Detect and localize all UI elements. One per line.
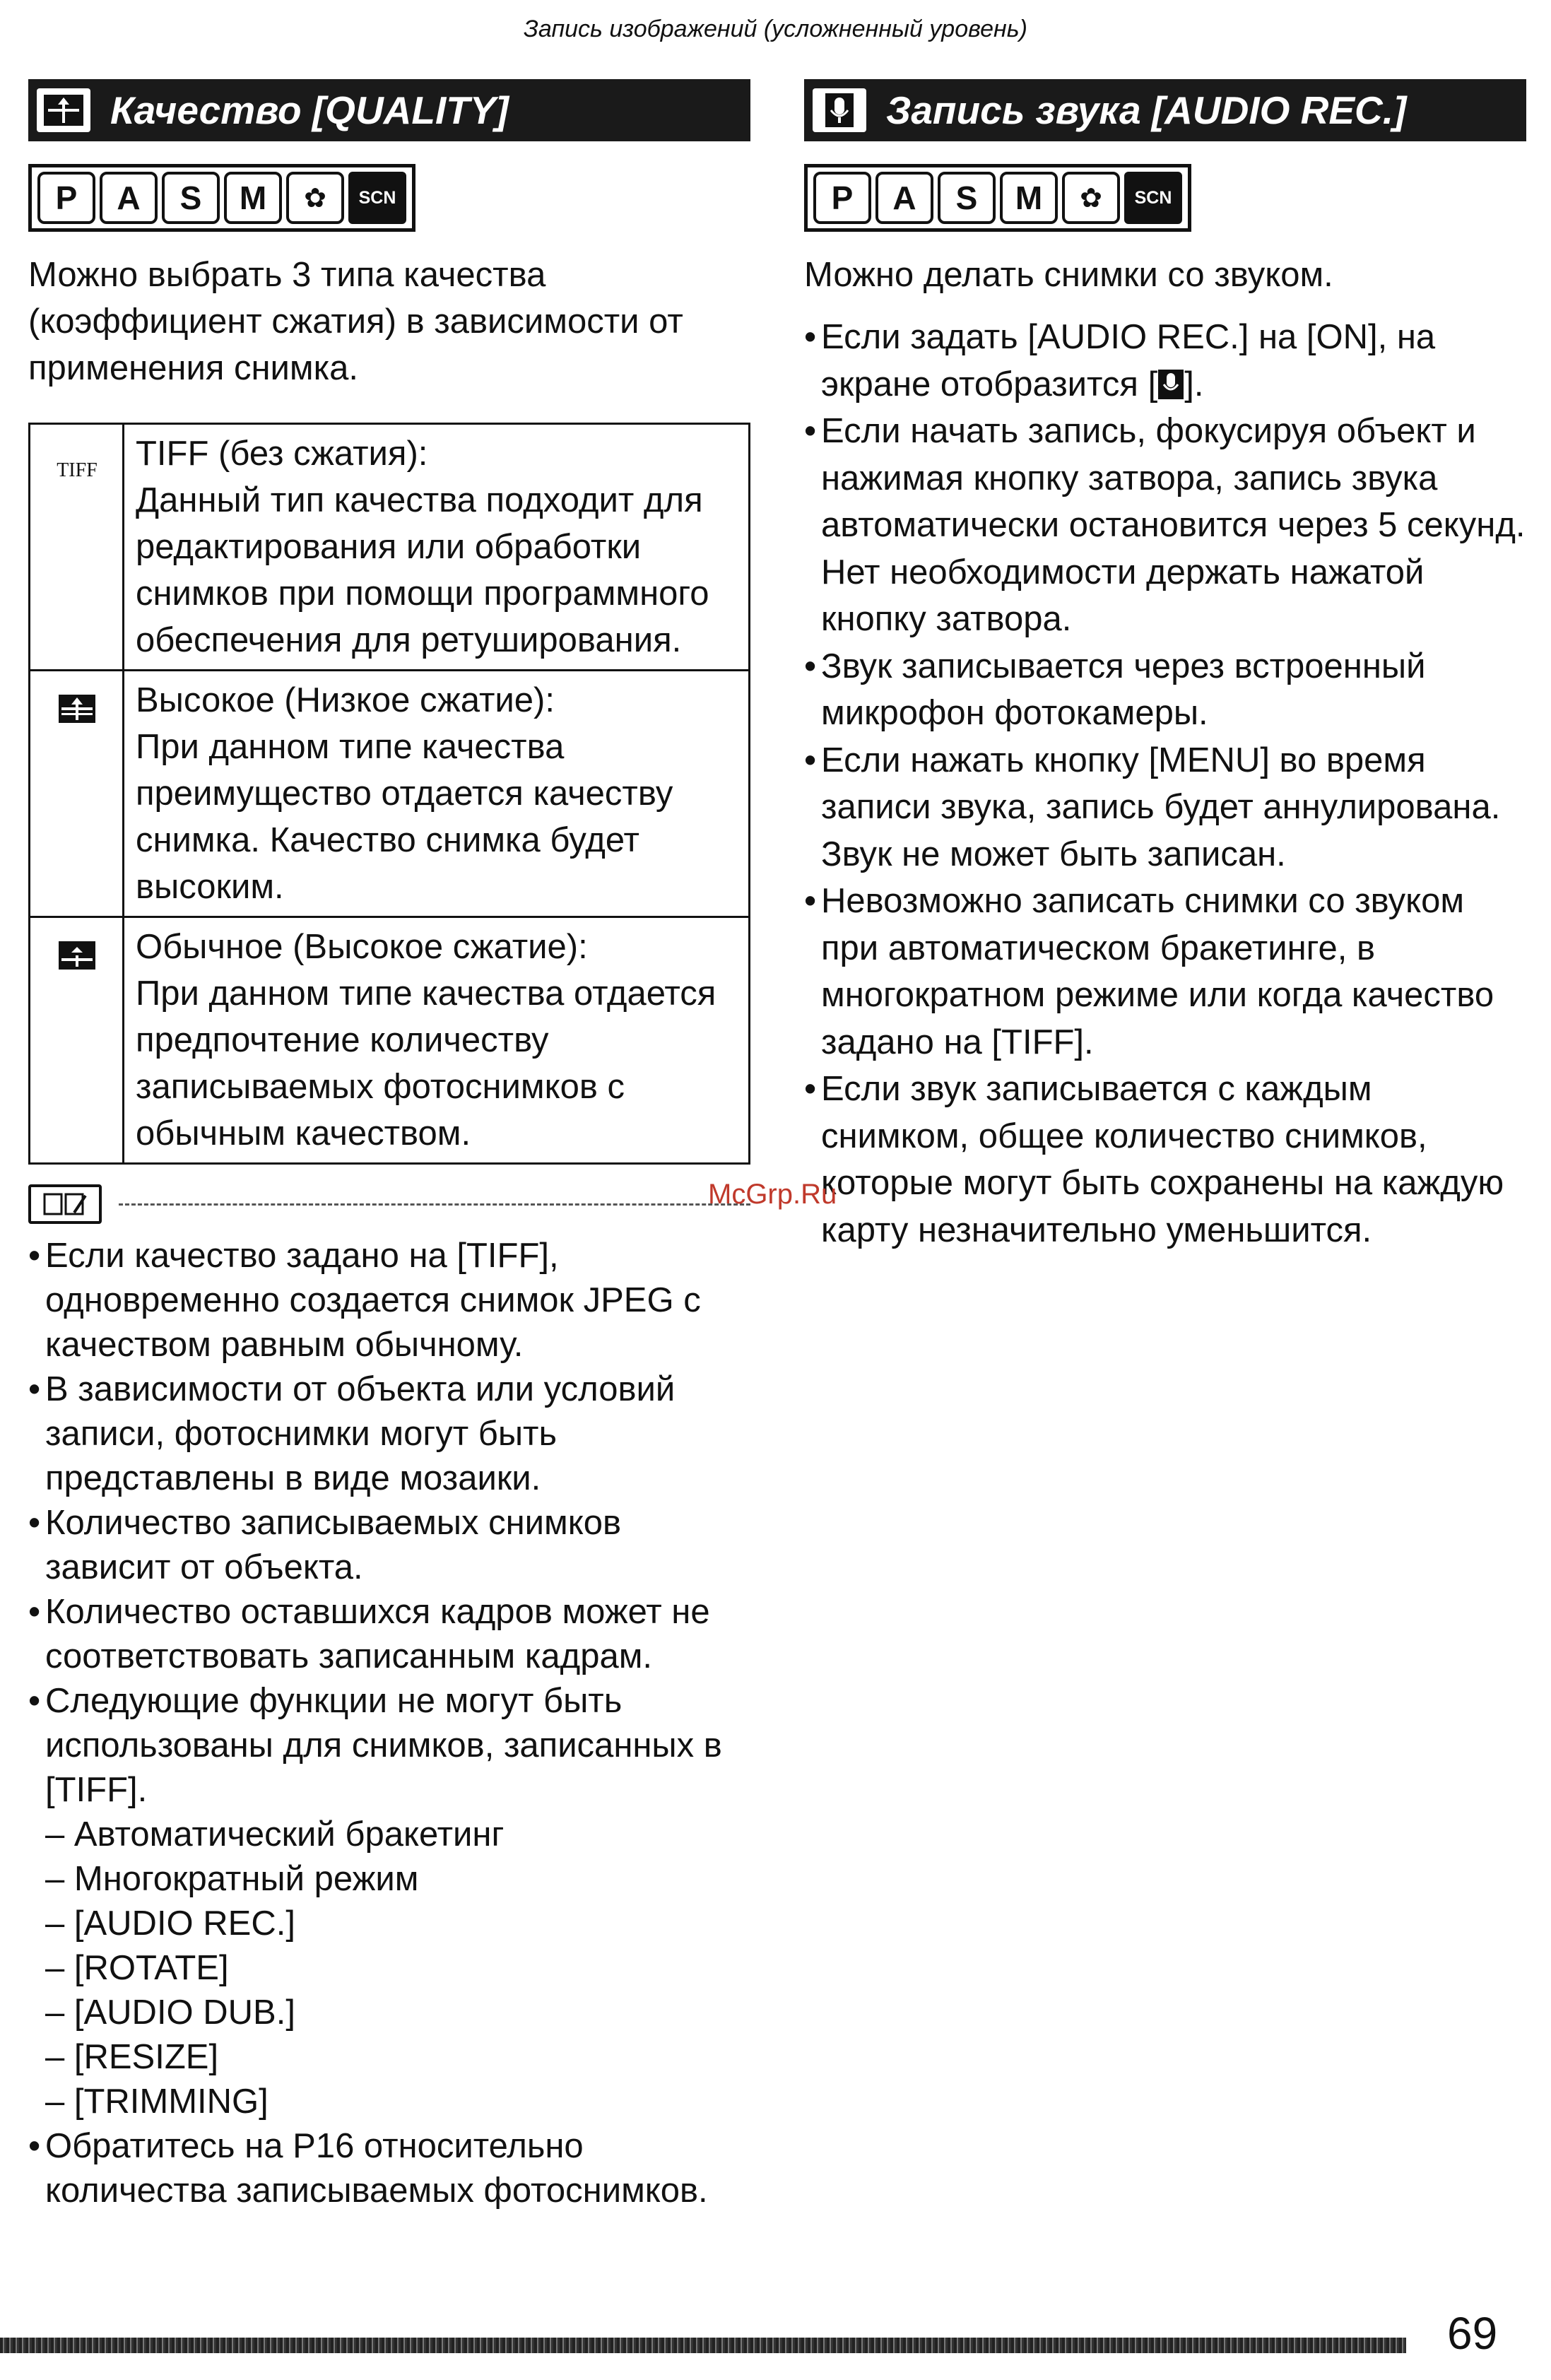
tiff-icon-cell [30,424,124,671]
watermark: McGrp.Ru [708,1179,837,1210]
quality-icon [37,88,90,132]
tiff-icon: TIFF [57,459,98,481]
microphone-indicator-icon [1157,369,1184,400]
audio-title: Запись звука [AUDIO REC.] [886,88,1407,132]
mode-icons [28,164,415,232]
scene-icon: SCN [1124,172,1182,224]
list-item: • Невозможно записать снимки со звуком при автоматическом бракетинге, в многократном режиме или когда качество задано на [TIFF]. [804,878,1526,1066]
scene-icon: SCN [348,172,406,224]
quality-intro: Можно выбрать 3 типа качества (коэффициент сжатия) в зависимости от применения снимка. [28,256,683,387]
row-text: Данный тип качества подходит для редактирования или обработки снимков при помощи программного обеспечения для ретуширования. [136,481,709,659]
fine-icon-cell [30,671,124,917]
note-icon [28,1184,102,1224]
quality-section [28,79,750,2213]
mode-m-icon: M [1000,172,1058,224]
page-number: 69 [1447,2308,1498,2359]
standard-quality-icon [59,941,95,970]
microphone-icon [813,88,866,132]
note-divider [119,1203,750,1206]
fine-description [124,671,750,917]
quality-title-bar [28,79,750,141]
list-item: • Если начать запись, фокусируя объект и нажимая кнопку затвора, запись звука автоматически остановится через 5 секунд. Нет необходимости держать нажатой кнопку затвора. [804,408,1526,643]
list-item: • Если звук записывается с каждым снимком, общее количество снимков, которые могут быть сохранены на каждую карту незначительно уменьшится. [804,1066,1526,1254]
table-row [30,671,750,917]
mode-s-icon: S [162,172,220,224]
list-item: • Если качество задано на [TIFF], одновременно создается снимок JPEG с качеством равным обычному. [28,1234,750,1367]
quality-notes [28,1234,750,2213]
table-row [30,424,750,671]
standard-description [124,917,750,1164]
sub-item: – [AUDIO DUB.] [45,1991,750,2035]
audio-section [804,79,1526,1254]
macro-icon: ✿ [1062,172,1120,224]
sub-item: – Многократный режим [45,1857,750,1902]
standard-icon-cell [30,917,124,1164]
tiff-restrictions [45,1813,750,2124]
list-item: • Количество оставшихся кадров может не соответствовать записанным кадрам. [28,1590,750,1679]
row-text: При данном типе качества отдается предпочтение количеству записываемых фотоснимков с обычным качеством. [136,974,716,1153]
row-text: При данном типе качества преимущество отдается качеству снимка. Качество снимка будет высоким. [136,728,673,906]
mode-p-icon: P [813,172,871,224]
quality-table [28,423,750,1165]
sub-item: – Автоматический бракетинг [45,1813,750,1857]
list-item [804,314,1526,408]
mode-icons [804,164,1191,232]
list-item-text: ]. [1184,365,1204,403]
quality-title: Качество [QUALITY] [110,88,509,132]
row-heading: TIFF (без сжатия): [136,435,428,473]
row-heading: Обычное (Высокое сжатие): [136,928,588,966]
page-header: Запись изображений (усложненный уровень) [524,16,1027,42]
list-item: • Звук записывается через встроенный микрофон фотокамеры. [804,643,1526,737]
list-item-text: Следующие функции не могут быть использованы для снимков, записанных в [TIFF]. [45,1682,722,1809]
list-item: • Если нажать кнопку [MENU] во время записи звука, запись будет аннулирована. Звук не может быть записан. [804,737,1526,878]
tiff-description [124,424,750,671]
fine-quality-icon [59,695,95,723]
sub-item: – [TRIMMING] [45,2080,750,2124]
mode-a-icon: A [100,172,158,224]
mode-s-icon: S [938,172,996,224]
footer-bar [0,2338,1406,2353]
sub-item: – [RESIZE] [45,2035,750,2080]
macro-icon: ✿ [286,172,344,224]
list-item [28,1679,750,2124]
list-item: • Количество записываемых снимков зависит от объекта. [28,1501,750,1590]
list-item: • Обратитесь на P16 относительно количества записываемых фотоснимков. [28,2124,750,2213]
sub-item: – [ROTATE] [45,1946,750,1991]
list-item: • В зависимости от объекта или условий записи, фотоснимки могут быть представлены в виде мозаики. [28,1367,750,1501]
row-heading: Высокое (Низкое сжатие): [136,681,555,719]
list-item-text: Если задать [AUDIO REC.] на [ON], на экране отобразится [ [821,318,1436,403]
audio-title-bar [804,79,1526,141]
audio-notes [804,314,1526,1254]
mode-a-icon: A [875,172,933,224]
sub-item: – [AUDIO REC.] [45,1902,750,1946]
audio-intro: Можно делать снимки со звуком. [804,256,1333,294]
mode-m-icon: M [224,172,282,224]
note-header [28,1184,750,1224]
table-row [30,917,750,1164]
mode-p-icon: P [37,172,95,224]
